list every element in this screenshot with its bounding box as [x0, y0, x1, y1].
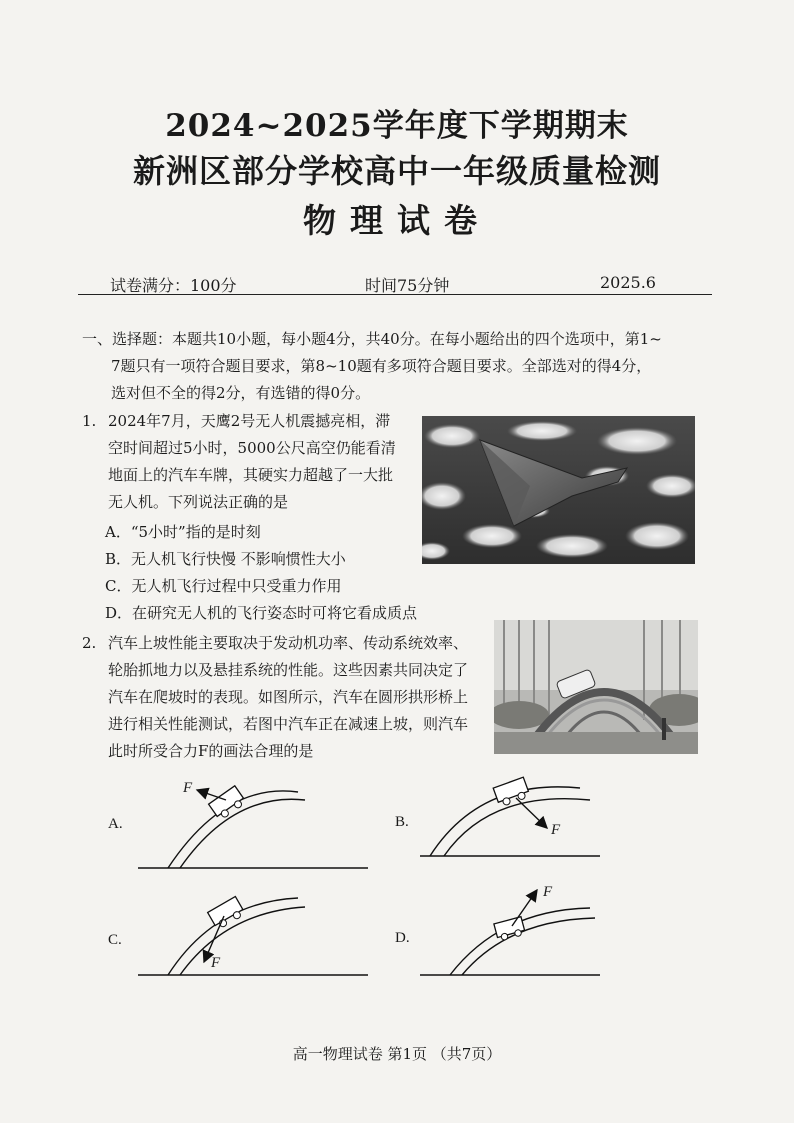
exam-title-subject: 物理试卷 — [303, 201, 491, 240]
diagram-a[interactable] — [138, 786, 368, 868]
q1-line2: 空时间超过5小时，5000公尺高空仍能看清 — [108, 439, 396, 457]
q2-line2: 轮胎抓地力以及悬挂系统的性能。这些因素共同决定了 — [108, 661, 469, 679]
diagram-d-label: D. — [395, 930, 410, 946]
force-label-b: F — [551, 822, 561, 838]
diagram-b[interactable] — [420, 777, 600, 856]
q1-line4: 无人机。下列说法正确的是 — [108, 493, 289, 511]
q1-options — [105, 519, 417, 627]
section1-line1: 一、选择题：本题共10小题，每小题4分，共40分。在每小题给出的四个选项中，第1~ — [82, 330, 662, 348]
exam-date: 2025.6 — [600, 273, 656, 292]
q2-line3: 汽车在爬坡时的表现。如图所示，汽车在圆形拱形桥上 — [108, 688, 469, 706]
force-label-a: F — [183, 780, 193, 796]
q1-option-a[interactable]: A．“5小时”指的是时刻 — [105, 523, 261, 541]
q1-option-b[interactable]: B．无人机飞行快慢 不影响惯性大小 — [105, 550, 346, 568]
diagram-d[interactable] — [420, 890, 600, 975]
page-footer: 高一物理试卷 第1页 （共7页） — [292, 1045, 502, 1063]
drone-photo — [422, 416, 695, 564]
q2-number: 2. — [82, 634, 97, 652]
diagram-b-label: B. — [395, 814, 409, 830]
diagram-c-label: C. — [108, 932, 122, 948]
header-rule — [78, 294, 712, 295]
force-label-c: F — [211, 955, 221, 971]
q2-line1: 汽车上坡性能主要取决于发动机功率、传动系统效率、 — [108, 634, 469, 652]
q2-line4: 进行相关性能测试，若图中汽车正在减速上坡，则汽车 — [108, 715, 469, 733]
arch-bridge-photo — [494, 620, 698, 754]
q1-option-d[interactable]: D．在研究无人机的飞行姿态时可将它看成质点 — [105, 604, 418, 622]
q1-option-c[interactable]: C．无人机飞行过程中只受重力作用 — [105, 577, 342, 595]
full-score: 试卷满分：100分 — [110, 276, 237, 295]
q1-number: 1. — [82, 412, 97, 430]
diagram-c[interactable] — [138, 896, 368, 975]
q1-line3: 地面上的汽车车牌，其硬实力超越了一大批 — [108, 466, 394, 484]
q1-stem — [108, 408, 418, 516]
exam-title-line2: 新洲区部分学校高中一年级质量检测 — [132, 152, 661, 190]
diagram-a-label: A. — [108, 816, 123, 832]
duration: 时间75分钟 — [365, 276, 450, 295]
force-label-d: F — [543, 884, 553, 900]
force-diagrams — [100, 770, 620, 1000]
section1-line3: 选对但不全的得2分，有选错的得0分。 — [111, 384, 371, 402]
q2-stem — [108, 630, 493, 765]
q1-line1: 2024年7月，天鹰2号无人机震撼亮相，滞 — [108, 412, 391, 430]
exam-title-line1: 2024~2025学年度下学期期末 — [165, 108, 629, 144]
section1-instructions — [82, 326, 712, 407]
section1-line2: 7题只有一项符合题目要求，第8~10题有多项符合题目要求。全部选对的得4分， — [111, 357, 652, 375]
q2-line5: 此时所受合力F的画法合理的是 — [108, 742, 314, 760]
